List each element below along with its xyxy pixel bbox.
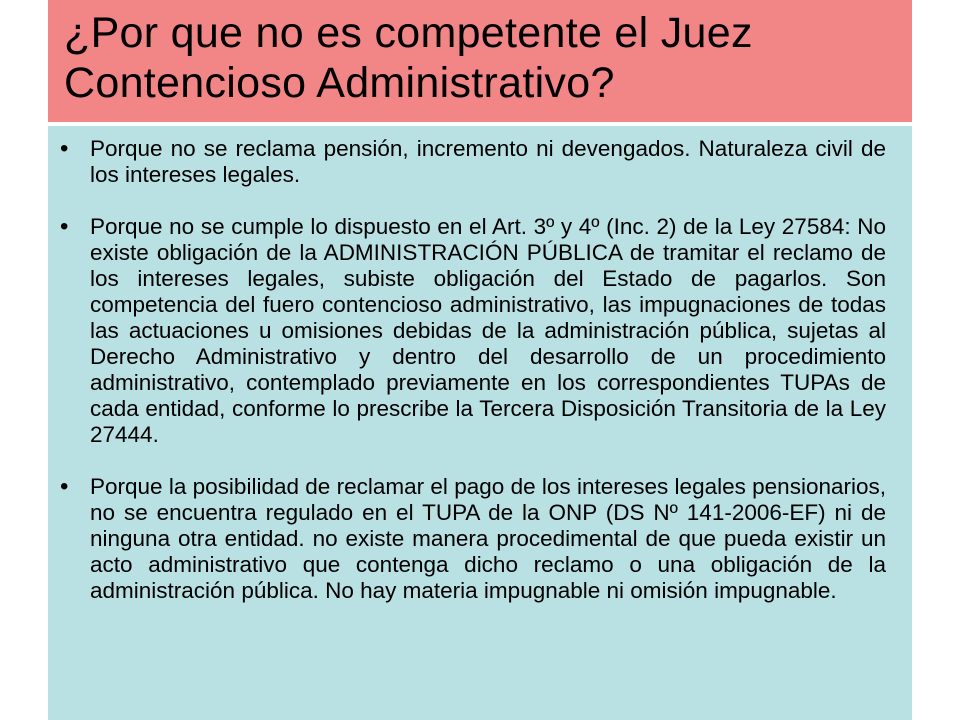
bullet-list: [60, 136, 886, 604]
bullet-marker: •: [60, 213, 69, 240]
bullet-marker: •: [60, 135, 69, 162]
bullet-item: [60, 214, 886, 448]
slide-title: ¿Por que no es competente el Juez Contencioso Administrativo?: [64, 9, 753, 107]
bullet-item: [60, 474, 886, 604]
bullet-text: Porque la posibilidad de reclamar el pago de los intereses legales pensionarios, no se encuentra regulado en el TUPA de la ONP (DS Nº 141-2006-EF) ni de ninguna otra entidad. no existe manera procedimental de que pueda existir un acto administrativo que contenga dicho reclamo o una obligación de la administración pública. No hay materia impugnable ni omisión impugnable.: [90, 474, 886, 603]
bullet-text: Porque no se reclama pensión, incremento ni devengados. Naturaleza civil de los intereses legales.: [90, 136, 886, 187]
bullet-marker: •: [60, 473, 69, 500]
bullet-item: [60, 136, 886, 188]
title-box: [48, 0, 912, 122]
bullet-text: Porque no se cumple lo dispuesto en el Art. 3º y 4º (Inc. 2) de la Ley 27584: No existe obligación de la ADMINISTRACIÓN PÚBLICA de tramitar el reclamo de los intereses legales, subiste obligación del Estado de pagarlos. Son competencia del fuero contencioso administrativo, las impugnaciones de todas las actuaciones u omisiones debidas de la administración pública, sujetas al Derecho Administrativo y dentro del desarrollo de un procedimiento administrativo, contemplado previamente en los correspondientes TUPAs de cada entidad, conforme lo prescribe la Tercera Disposición Transitoria de la Ley 27444.: [90, 214, 886, 447]
content-box: [48, 126, 912, 720]
